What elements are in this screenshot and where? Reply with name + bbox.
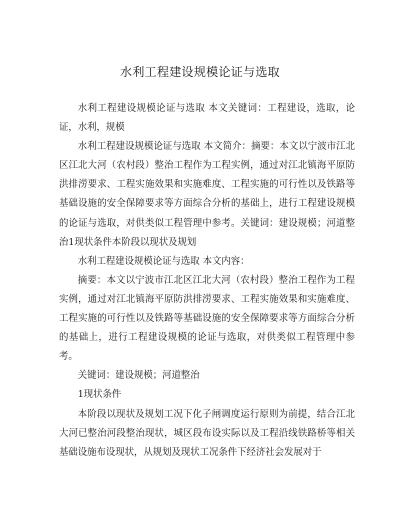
document-body	[59, 99, 355, 462]
paragraph-keywords: 关键词：建设规模；河道整治	[77, 370, 200, 382]
paragraph-content-header: 水利工程建设规模论证与选取 本文内容：	[77, 255, 250, 267]
paragraph-keywords-header: 水利工程建设规模论证与选取 本文关键词：工程建设，选取，论证，水利，规模	[59, 103, 355, 134]
paragraph-summary: 水利工程建设规模论证与选取 本文简介：摘要：本文以宁波市江北区江北大河（农村段）整治工程作为工程实例，通过对江北镇海平原防洪排涝要求、工程实施效果和实施难度、工程实施的可行性以及铁路等基础设施的安全保障要求等方面综合分析的基础上，进行工程建设规模的论证与选取，对供类似工程管理中参考。关键词：建设规模；河道整治1现状条件本阶段以现状及规划	[59, 141, 355, 248]
paragraph-abstract: 摘要：本文以宁波市江北区江北大河（农村段）整治工程作为工程实例，通过对江北镇海平原防洪排涝要求、工程实施效果和实施难度、工程实施的可行性以及铁路等基础设施的安全保障要求等方面综合分析的基础上，进行工程建设规模的论证与选取，对供类似工程管理中参考。	[59, 274, 355, 363]
document-title: 水利工程建设规模论证与选取	[120, 65, 280, 79]
section-heading: 1现状条件	[77, 389, 122, 401]
paragraph-section-body: 本阶段以现状及规划工况下化子闸调度运行原则为前提，结合江北大河已整治河段整治现状，城区段布设实际以及工程沿线铁路桥等相关基础设施布设现状，从规划及现状工况条件下经济社会发展对于	[59, 408, 355, 458]
